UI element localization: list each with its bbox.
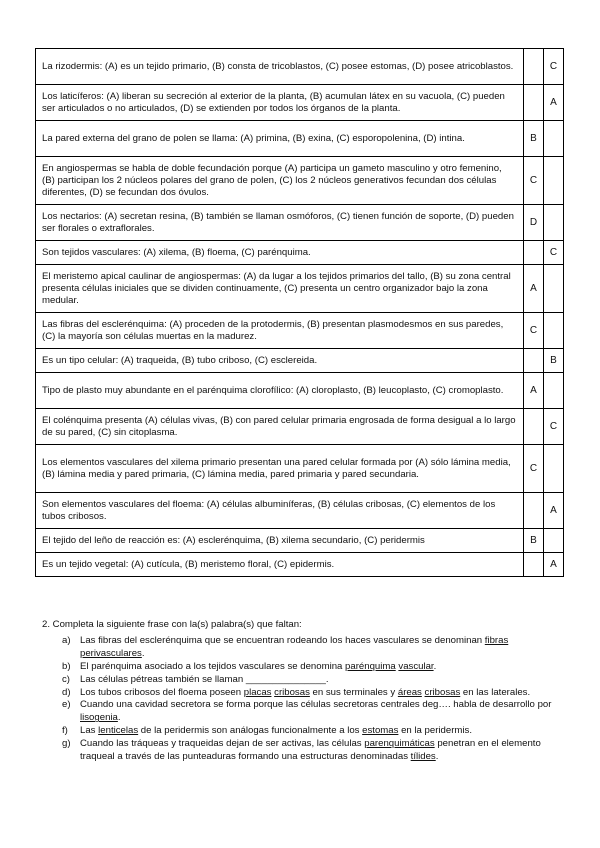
answer-cell-1: B [524,121,544,157]
answer-cell-1 [524,493,544,529]
answer-word: perivasculares [80,647,142,659]
answer-word: lenticelas [98,725,139,737]
question-text: El colénquima presenta (A) células vivas, (B) con pared celular primaria engrosada de forma desigual a lo largo de su pared, (C) sin citoplasma. [36,409,524,445]
question-text: Los elementos vasculares del xilema primario presentan una pared celular formada por (A) sólo lámina media, (B) lámina media y pared primaria, (C) lámina media, pared primaria y pared secundaria. [36,445,524,493]
answer-cell-2: C [544,49,564,85]
item-marker: f) [62,725,68,737]
question-text: El meristemo apical caulinar de angiospermas: (A) da lugar a los tejidos primarios del tallo, (B) su zona central presenta células iniciales que se dividen continuamente, (C) presenta un centro organizador bajo la zona medular. [36,265,524,313]
question-text: Es un tejido vegetal: (A) cutícula, (B) meristemo floral, (C) epidermis. [36,553,524,577]
table-row [36,553,564,577]
item-marker: e) [62,699,71,711]
question-text: Es un tipo celular: (A) traqueida, (B) tubo criboso, (C) esclereida. [36,349,524,373]
answer-cell-1: A [524,265,544,313]
answer-cell-2 [544,445,564,493]
answer-cell-1: C [524,445,544,493]
question-text: Las fibras del esclerénquima: (A) proceden de la protodermis, (B) presentan plasmodesmos en sus paredes, (C) la mayoría son células muertas en la madurez. [36,313,524,349]
item-text: de la peridermis son análogas funcionalmente a los [138,725,363,737]
question-text: En angiospermas se habla de doble fecundación porque (A) participa un gameto masculino y otro femenino, (B) participan los 2 núcleos polares del grano de polen, (C) los 2 núcleos generativos fecundan dos células diferentes, (D) se fecundan dos óvulos. [36,157,524,205]
list-item [62,634,562,661]
item-text: en sus terminales y [309,686,398,698]
question-text: La pared externa del grano de polen se llama: (A) primina, (B) exina, (C) esporopolenina, (D) intina. [36,121,524,157]
table-row [36,445,564,493]
list-item [62,673,562,687]
answer-cell-1: C [524,157,544,205]
list-item [62,738,562,764]
answer-word: lisogenia [80,712,118,724]
answer-word: fibras [484,634,509,646]
list-item [62,686,562,700]
fill-in-list [42,635,562,764]
table-row [36,313,564,349]
answer-cell-1 [524,49,544,85]
answer-cell-2: C [544,409,564,445]
table-row [36,409,564,445]
answer-cell-1: C [524,313,544,349]
answer-cell-2: B [544,349,564,373]
question-text: La rizodermis: (A) es un tejido primario, (B) consta de tricoblastos, (C) posee estomas, (D) posee atricoblastos. [36,49,524,85]
questions-table [35,48,564,577]
item-text: Las fibras del esclerénquima que se encuentran rodeando los haces vasculares se denominan [80,634,485,646]
answer-cell-2: A [544,85,564,121]
answer-word: parénquima [345,660,396,672]
fill-in-section [42,619,562,764]
item-text: Cuando las tráqueas y traqueidas dejan de ser activas, las células [80,738,365,750]
answer-cell-2: A [544,553,564,577]
table-row [36,265,564,313]
table-row [36,241,564,265]
table-row [36,493,564,529]
answer-cell-2 [544,265,564,313]
questions-table-body [36,49,564,577]
answer-cell-2: A [544,493,564,529]
answer-cell-1: D [524,205,544,241]
answer-cell-1 [524,85,544,121]
answer-word: estomas [362,725,399,737]
item-text: Las [80,725,99,737]
answer-cell-2 [544,313,564,349]
answer-word: cribosas [424,686,461,698]
question-text: Los nectarios: (A) secretan resina, (B) también se llaman osmóforos, (C) tienen función de soporte, (D) pueden ser florales o extraflorales. [36,205,524,241]
answer-cell-1 [524,553,544,577]
answer-cell-2 [544,205,564,241]
answer-cell-1 [524,409,544,445]
answer-word: vascular [398,660,434,672]
table-row [36,121,564,157]
item-text: . [141,647,145,659]
question-text: El tejido del leño de reacción es: (A) esclerénquima, (B) xilema secundario, (C) peridermis [36,529,524,553]
item-text: en la peridermis. [398,725,472,737]
item-text: en las laterales. [460,686,531,698]
table-row [36,205,564,241]
answer-word: tílides [410,751,436,763]
table-row [36,373,564,409]
item-marker: c) [62,673,70,685]
table-row [36,529,564,553]
table-row [36,85,564,121]
answer-cell-2 [544,373,564,409]
section-title: 2. Completa la siguiente frase con la(s) palabra(s) que faltan: [42,619,302,630]
item-text: Cuando una cavidad secretora se forma porque las células secretoras centrales deg…. habla de desarrollo por [80,699,552,711]
item-text: penetran en el elemento traqueal a través de las punteaduras formando una estructuras denominadas [80,738,541,763]
item-text: Los tubos cribosos del floema poseen [80,686,244,698]
answer-cell-2: C [544,241,564,265]
item-marker: d) [62,686,71,698]
answer-cell-1: A [524,373,544,409]
answer-cell-1: B [524,529,544,553]
question-text: Los laticíferos: (A) liberan su secreción al exterior de la planta, (B) acumulan látex en su vacuola, (C) pueden ser articulados o no articulados, (D) se extienden por todos los órganos de la planta. [36,85,524,121]
table-row [36,157,564,205]
question-text: Tipo de plasto muy abundante en el parénquima clorofílico: (A) cloroplasto, (B) leucoplasto, (C) cromoplasto. [36,373,524,409]
answer-cell-1 [524,241,544,265]
item-text: . [117,712,121,724]
answer-cell-2 [544,157,564,205]
question-text: Son tejidos vasculares: (A) xilema, (B) floema, (C) parénquima. [36,241,524,265]
table-row [36,349,564,373]
answer-cell-2 [544,121,564,157]
table-row [36,49,564,85]
answer-word: placas [243,686,272,698]
list-item [62,725,562,738]
item-text: . [433,660,437,672]
item-text: . [435,751,439,763]
item-text: El parénquima asociado a los tejidos vasculares se denomina [80,660,346,672]
answer-word: áreas [397,686,422,698]
item-marker: b) [62,660,71,672]
item-marker: a) [62,634,71,646]
list-item [62,699,562,725]
item-text: Las células pétreas también se llaman _______________. [80,673,329,685]
answer-word: cribosas [274,686,310,698]
answer-word: parenquimáticas [364,738,435,750]
item-marker: g) [62,738,71,750]
answer-cell-2 [544,529,564,553]
list-item [62,660,562,674]
question-text: Son elementos vasculares del floema: (A) células albuminíferas, (B) células cribosas, (C) elementos de los tubos cribosos. [36,493,524,529]
answer-cell-1 [524,349,544,373]
